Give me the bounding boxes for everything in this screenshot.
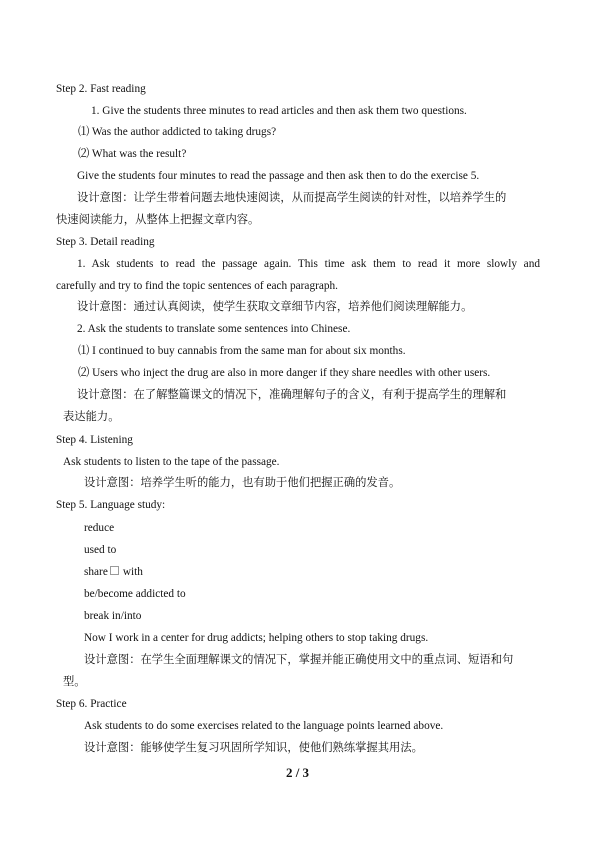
step5-design-intent-1: 设计意图：在学生全面理解课文的情况下，掌握并能正确使用文中的重点词、短语和句 (84, 654, 514, 666)
step2-design-intent-1: 设计意图：让学生带着问题去地快速阅读，从而提高学生阅读的针对性，以培养学生的 (77, 192, 507, 204)
step5-sentence: Now I work in a center for drug addicts; helping others to stop taking drugs. (84, 632, 429, 644)
step3-item1-line1: 1. Ask students to read the passage again. This time ask them to read it more slowly and (77, 258, 540, 270)
placeholder-box-icon (110, 566, 119, 575)
step5-design-intent-2: 型。 (63, 676, 86, 688)
step6-line: Ask students to do some exercises related to the language points learned above. (84, 720, 444, 732)
step2-question-2: ⑵ What was the result? (78, 148, 187, 160)
step2-heading: Step 2. Fast reading (56, 83, 146, 95)
step2-question-1: ⑴ Was the author addicted to taking drugs? (78, 126, 277, 138)
step4-line: Ask students to listen to the tape of the passage. (63, 456, 280, 468)
step2-design-intent-2: 快速阅读能力，从整体上把握文章内容。 (56, 214, 260, 226)
vocab-item: reduce (84, 522, 115, 534)
step6-heading: Step 6. Practice (56, 698, 127, 710)
step5-heading: Step 5. Language study: (56, 499, 166, 511)
step2-item1: 1. Give the students three minutes to read articles and then ask them two questions. (91, 105, 467, 117)
vocab-item-share-with (84, 565, 143, 579)
vocab-item: break in/into (84, 610, 142, 622)
vocab-word: share (84, 566, 108, 578)
step3-design-intent-b2: 表达能力。 (63, 411, 120, 423)
vocab-item: be/become addicted to (84, 588, 186, 600)
page-number: 2 / 3 (285, 765, 310, 780)
vocab-word: with (122, 566, 143, 578)
step3-design-intent-b1: 设计意图：在了解整篇课文的情况下，准确理解句子的含义，有利于提高学生的理解和 (77, 389, 507, 401)
step4-design-intent: 设计意图：培养学生听的能力，也有助于他们把握正确的发音。 (84, 477, 401, 489)
step3-design-intent-a: 设计意图：通过认真阅读，使学生获取文章细节内容，培养他们阅读理解能力。 (77, 301, 473, 313)
step3-item2: 2. Ask the students to translate some sentences into Chinese. (77, 323, 351, 335)
step4-heading: Step 4. Listening (56, 434, 133, 446)
vocab-item: used to (84, 544, 117, 556)
step3-sentence-1: ⑴ I continued to buy cannabis from the same man for about six months. (78, 345, 406, 357)
step3-heading: Step 3. Detail reading (56, 236, 155, 248)
step2-line2: Give the students four minutes to read the passage and then ask then to do the exercise 5. (77, 170, 480, 182)
step3-item1-line2: carefully and try to find the topic sentences of each paragraph. (56, 280, 338, 292)
step6-design-intent: 设计意图：能够使学生复习巩固所学知识，使他们熟练掌握其用法。 (84, 742, 423, 754)
step3-sentence-2: ⑵ Users who inject the drug are also in more danger if they share needles with other users. (78, 367, 491, 379)
